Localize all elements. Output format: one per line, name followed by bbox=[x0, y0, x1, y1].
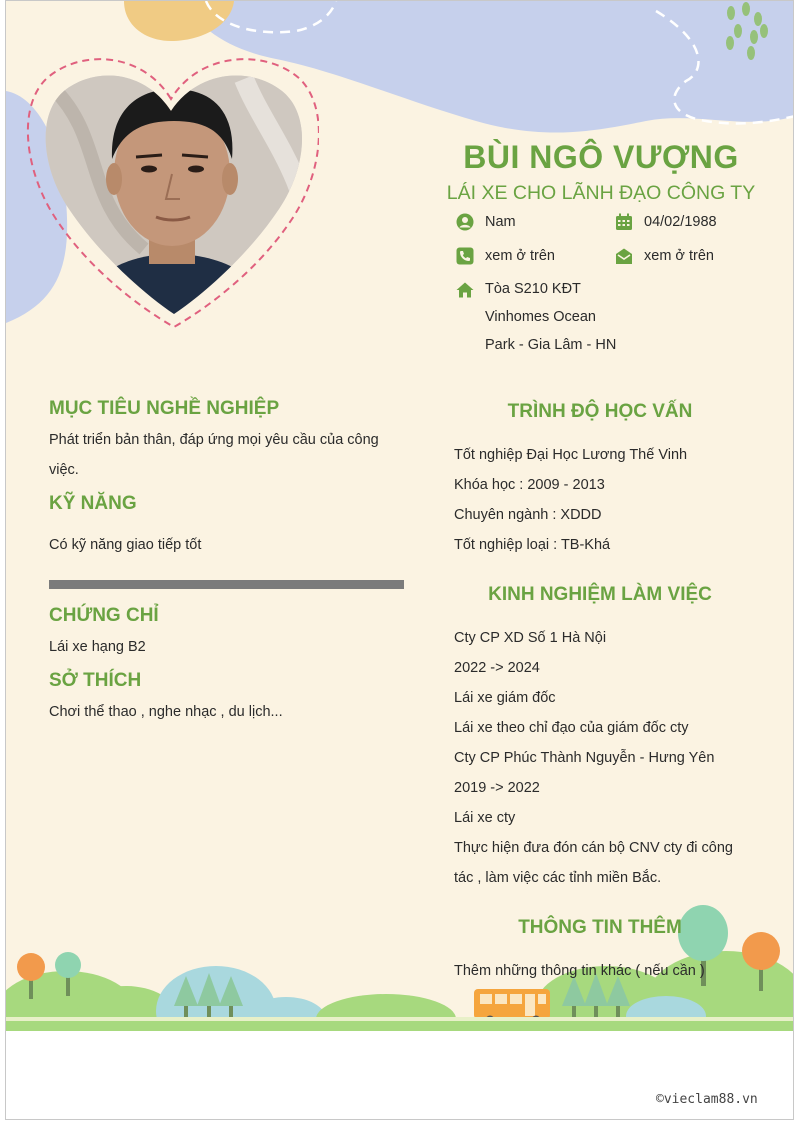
experience-line: tác , làm việc các tỉnh miền Bắc. bbox=[454, 870, 662, 886]
objective-line: Phát triển bản thân, đáp ứng mọi yêu cầu của công bbox=[49, 432, 379, 448]
experience-line: Lái xe giám đốc bbox=[454, 690, 556, 706]
extra-info-heading: THÔNG TIN THÊM bbox=[518, 917, 682, 938]
certificate-line: Lái xe hạng B2 bbox=[49, 639, 146, 655]
avatar bbox=[24, 49, 319, 329]
certificates-heading: CHỨNG CHỈ bbox=[49, 605, 159, 626]
objective-heading: MỤC TIÊU NGHỀ NGHIỆP bbox=[49, 398, 280, 419]
section-divider bbox=[49, 580, 404, 589]
experience-text bbox=[454, 623, 733, 893]
home-icon bbox=[456, 281, 474, 299]
education-line: Tốt nghiệp Đại Học Lương Thế Vinh bbox=[454, 447, 688, 463]
certificates-text bbox=[49, 632, 146, 662]
experience-line: 2022 -> 2024 bbox=[454, 660, 540, 676]
experience-line: 2019 -> 2022 bbox=[454, 780, 540, 796]
hobbies-text bbox=[49, 697, 283, 727]
address-value bbox=[485, 275, 635, 359]
experience-heading: KINH NGHIỆM LÀM VIỆC bbox=[488, 584, 712, 605]
skills-heading: KỸ NĂNG bbox=[49, 493, 137, 514]
profile-photo-frame bbox=[24, 49, 319, 329]
education-line: Khóa học : 2009 - 2013 bbox=[454, 477, 605, 493]
address-line: Tòa S210 KĐT bbox=[485, 281, 581, 297]
objective-line: việc. bbox=[49, 462, 79, 478]
cv-sheet bbox=[6, 1, 794, 1031]
gender-value: Nam bbox=[485, 214, 516, 230]
email-value: xem ở trên bbox=[644, 248, 714, 264]
phone-value: xem ở trên bbox=[485, 248, 555, 264]
user-circle-icon bbox=[456, 213, 474, 231]
extra-info-text bbox=[454, 956, 705, 986]
watermark: ©vieclam88.vn bbox=[656, 1092, 758, 1107]
experience-line: Lái xe cty bbox=[454, 810, 516, 826]
skills-line: Có kỹ năng giao tiếp tốt bbox=[49, 537, 202, 553]
hobby-line: Chơi thể thao , nghe nhạc , du lịch... bbox=[49, 704, 283, 720]
extra-info-line: Thêm những thông tin khác ( nếu cần ) bbox=[454, 963, 705, 979]
address-line: Vinhomes Ocean bbox=[485, 309, 596, 325]
envelope-open-icon bbox=[615, 247, 633, 265]
experience-line: Cty CP Phúc Thành Nguyễn - Hưng Yên bbox=[454, 750, 715, 766]
experience-line: Lái xe theo chỉ đạo của giám đốc cty bbox=[454, 720, 689, 736]
experience-line: Cty CP XD Số 1 Hà Nội bbox=[454, 630, 607, 646]
education-line: Chuyên ngành : XDDD bbox=[454, 507, 602, 523]
education-line: Tốt nghiệp loại : TB-Khá bbox=[454, 537, 611, 553]
objective-text bbox=[49, 425, 379, 485]
skills-text bbox=[49, 530, 201, 560]
education-text bbox=[454, 440, 687, 560]
education-heading: TRÌNH ĐỘ HỌC VẤN bbox=[507, 401, 693, 422]
experience-line: Thực hiện đưa đón cán bộ CNV cty đi công bbox=[454, 840, 733, 856]
hobbies-heading: SỞ THÍCH bbox=[49, 670, 142, 691]
candidate-name: BÙI NGÔ VƯỢNG bbox=[463, 139, 739, 175]
phone-icon bbox=[456, 247, 474, 265]
birthdate-value: 04/02/1988 bbox=[644, 214, 717, 230]
address-line: Park - Gia Lâm - HN bbox=[485, 337, 617, 353]
calendar-icon bbox=[615, 213, 633, 231]
job-title: LÁI XE CHO LÃNH ĐẠO CÔNG TY bbox=[446, 182, 756, 204]
cv-page bbox=[5, 0, 794, 1120]
